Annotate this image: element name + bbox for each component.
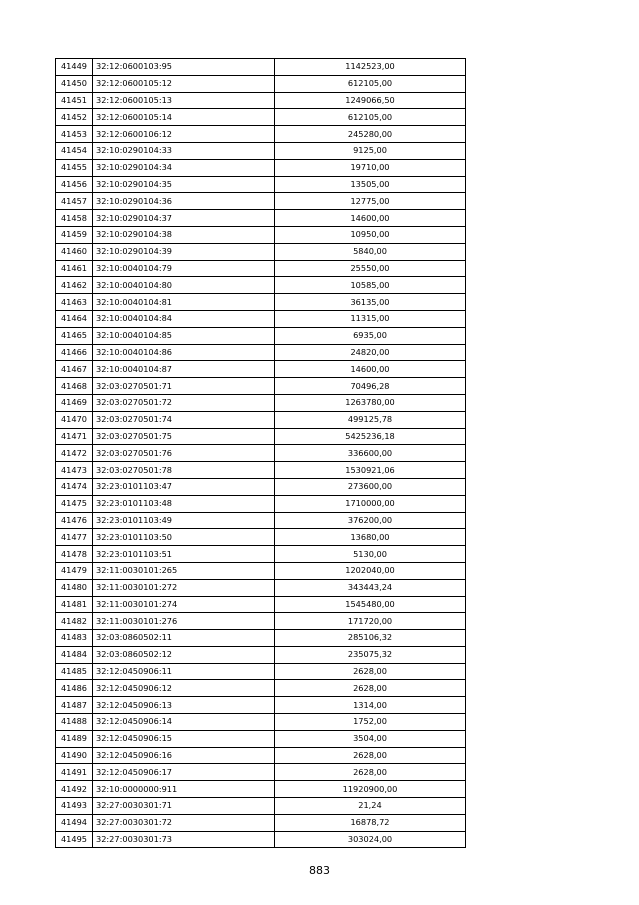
value-cell: 2628,00 [275, 663, 466, 680]
row-number-cell: 41449 [56, 59, 93, 76]
table-row [56, 310, 466, 327]
row-number-cell: 41464 [56, 310, 93, 327]
cadastral-number-cell: 32:11:0030101:265 [93, 562, 275, 579]
table-row [56, 714, 466, 731]
table-row [56, 562, 466, 579]
table-row [56, 546, 466, 563]
cadastral-number-cell: 32:03:0270501:78 [93, 462, 275, 479]
row-number-cell: 41478 [56, 546, 93, 563]
table-row [56, 730, 466, 747]
table-row [56, 596, 466, 613]
cadastral-number-cell: 32:12:0600105:12 [93, 75, 275, 92]
value-cell: 11315,00 [275, 310, 466, 327]
row-number-cell: 41453 [56, 126, 93, 143]
value-cell: 13680,00 [275, 529, 466, 546]
value-cell: 376200,00 [275, 512, 466, 529]
row-number-cell: 41484 [56, 646, 93, 663]
row-number-cell: 41469 [56, 394, 93, 411]
row-number-cell: 41488 [56, 714, 93, 731]
value-cell: 1314,00 [275, 697, 466, 714]
cadastral-number-cell: 32:12:0450906:11 [93, 663, 275, 680]
value-cell: 171720,00 [275, 613, 466, 630]
row-number-cell: 41481 [56, 596, 93, 613]
cadastral-number-cell: 32:27:0030301:71 [93, 798, 275, 815]
cadastral-number-cell: 32:12:0600105:14 [93, 109, 275, 126]
table-row [56, 798, 466, 815]
value-cell: 303024,00 [275, 831, 466, 848]
value-cell: 343443,24 [275, 579, 466, 596]
cadastral-number-cell: 32:27:0030301:73 [93, 831, 275, 848]
row-number-cell: 41480 [56, 579, 93, 596]
table-row [56, 747, 466, 764]
table-row [56, 361, 466, 378]
cadastral-number-cell: 32:03:0860502:11 [93, 630, 275, 647]
cadastral-number-cell: 32:10:0290104:35 [93, 176, 275, 193]
value-cell: 235075,32 [275, 646, 466, 663]
value-cell: 499125,78 [275, 411, 466, 428]
row-number-cell: 41490 [56, 747, 93, 764]
row-number-cell: 41476 [56, 512, 93, 529]
table-row [56, 663, 466, 680]
value-cell: 6935,00 [275, 327, 466, 344]
page-number: 883 [309, 864, 330, 877]
cadastral-number-cell: 32:11:0030101:272 [93, 579, 275, 596]
cadastral-number-cell: 32:10:0040104:87 [93, 361, 275, 378]
cadastral-number-cell: 32:10:0000000:911 [93, 781, 275, 798]
row-number-cell: 41460 [56, 243, 93, 260]
value-cell: 3504,00 [275, 730, 466, 747]
data-table [55, 58, 466, 848]
table-row [56, 226, 466, 243]
table-row [56, 495, 466, 512]
row-number-cell: 41482 [56, 613, 93, 630]
row-number-cell: 41451 [56, 92, 93, 109]
cadastral-number-cell: 32:10:0290104:38 [93, 226, 275, 243]
table-row [56, 109, 466, 126]
value-cell: 12775,00 [275, 193, 466, 210]
table-row [56, 92, 466, 109]
value-cell: 1545480,00 [275, 596, 466, 613]
value-cell: 25550,00 [275, 260, 466, 277]
row-number-cell: 41473 [56, 462, 93, 479]
row-number-cell: 41459 [56, 226, 93, 243]
cadastral-number-cell: 32:10:0290104:34 [93, 159, 275, 176]
value-cell: 2628,00 [275, 680, 466, 697]
value-cell: 2628,00 [275, 747, 466, 764]
value-cell: 5840,00 [275, 243, 466, 260]
table-body [56, 59, 466, 848]
cadastral-number-cell: 32:10:0290104:36 [93, 193, 275, 210]
cadastral-number-cell: 32:03:0270501:76 [93, 445, 275, 462]
cadastral-number-cell: 32:12:0600103:95 [93, 59, 275, 76]
table-row [56, 344, 466, 361]
table-row [56, 210, 466, 227]
value-cell: 336600,00 [275, 445, 466, 462]
row-number-cell: 41461 [56, 260, 93, 277]
row-number-cell: 41491 [56, 764, 93, 781]
table-row [56, 630, 466, 647]
table-row [56, 831, 466, 848]
row-number-cell: 41466 [56, 344, 93, 361]
table-row [56, 260, 466, 277]
cadastral-number-cell: 32:12:0600105:13 [93, 92, 275, 109]
value-cell: 612105,00 [275, 75, 466, 92]
value-cell: 11920900,00 [275, 781, 466, 798]
row-number-cell: 41457 [56, 193, 93, 210]
table-row [56, 126, 466, 143]
value-cell: 1752,00 [275, 714, 466, 731]
cadastral-number-cell: 32:03:0270501:71 [93, 378, 275, 395]
value-cell: 24820,00 [275, 344, 466, 361]
cadastral-number-cell: 32:12:0450906:12 [93, 680, 275, 697]
table-row [56, 159, 466, 176]
value-cell: 13505,00 [275, 176, 466, 193]
table-row [56, 327, 466, 344]
row-number-cell: 41483 [56, 630, 93, 647]
row-number-cell: 41477 [56, 529, 93, 546]
row-number-cell: 41493 [56, 798, 93, 815]
row-number-cell: 41454 [56, 142, 93, 159]
cadastral-number-cell: 32:03:0270501:74 [93, 411, 275, 428]
table-row [56, 764, 466, 781]
table-row [56, 579, 466, 596]
table-row [56, 428, 466, 445]
row-number-cell: 41458 [56, 210, 93, 227]
table-row [56, 478, 466, 495]
value-cell: 19710,00 [275, 159, 466, 176]
row-number-cell: 41487 [56, 697, 93, 714]
cadastral-number-cell: 32:11:0030101:276 [93, 613, 275, 630]
value-cell: 1530921,06 [275, 462, 466, 479]
cadastral-number-cell: 32:03:0860502:12 [93, 646, 275, 663]
table-row [56, 75, 466, 92]
cadastral-number-cell: 32:23:0101103:48 [93, 495, 275, 512]
value-cell: 273600,00 [275, 478, 466, 495]
table-row [56, 59, 466, 76]
value-cell: 5425236,18 [275, 428, 466, 445]
cadastral-number-cell: 32:10:0040104:79 [93, 260, 275, 277]
row-number-cell: 41489 [56, 730, 93, 747]
value-cell: 16878,72 [275, 814, 466, 831]
value-cell: 36135,00 [275, 294, 466, 311]
value-cell: 1202040,00 [275, 562, 466, 579]
table-row [56, 378, 466, 395]
value-cell: 1142523,00 [275, 59, 466, 76]
table-row [56, 193, 466, 210]
cadastral-number-cell: 32:10:0040104:86 [93, 344, 275, 361]
table-row [56, 176, 466, 193]
cadastral-number-cell: 32:10:0290104:33 [93, 142, 275, 159]
value-cell: 1263780,00 [275, 394, 466, 411]
value-cell: 1249066,50 [275, 92, 466, 109]
row-number-cell: 41462 [56, 277, 93, 294]
row-number-cell: 41472 [56, 445, 93, 462]
row-number-cell: 41456 [56, 176, 93, 193]
value-cell: 612105,00 [275, 109, 466, 126]
value-cell: 14600,00 [275, 210, 466, 227]
cadastral-number-cell: 32:12:0450906:16 [93, 747, 275, 764]
table-row [56, 512, 466, 529]
table-row [56, 697, 466, 714]
row-number-cell: 41475 [56, 495, 93, 512]
value-cell: 21,24 [275, 798, 466, 815]
table-row [56, 445, 466, 462]
table-row [56, 781, 466, 798]
table-row [56, 243, 466, 260]
cadastral-number-cell: 32:10:0040104:85 [93, 327, 275, 344]
cadastral-number-cell: 32:10:0040104:80 [93, 277, 275, 294]
row-number-cell: 41485 [56, 663, 93, 680]
table-row [56, 142, 466, 159]
row-number-cell: 41471 [56, 428, 93, 445]
row-number-cell: 41465 [56, 327, 93, 344]
table-row [56, 411, 466, 428]
table-row [56, 646, 466, 663]
table-row [56, 462, 466, 479]
table-row [56, 294, 466, 311]
cadastral-number-cell: 32:23:0101103:47 [93, 478, 275, 495]
table-row [56, 277, 466, 294]
cadastral-number-cell: 32:03:0270501:75 [93, 428, 275, 445]
table-row [56, 680, 466, 697]
row-number-cell: 41495 [56, 831, 93, 848]
value-cell: 245280,00 [275, 126, 466, 143]
cadastral-number-cell: 32:12:0450906:13 [93, 697, 275, 714]
value-cell: 2628,00 [275, 764, 466, 781]
cadastral-number-cell: 32:27:0030301:72 [93, 814, 275, 831]
value-cell: 10585,00 [275, 277, 466, 294]
table-row [56, 529, 466, 546]
row-number-cell: 41486 [56, 680, 93, 697]
data-table-container [55, 58, 466, 848]
cadastral-number-cell: 32:23:0101103:49 [93, 512, 275, 529]
row-number-cell: 41467 [56, 361, 93, 378]
row-number-cell: 41455 [56, 159, 93, 176]
value-cell: 70496,28 [275, 378, 466, 395]
row-number-cell: 41452 [56, 109, 93, 126]
row-number-cell: 41468 [56, 378, 93, 395]
cadastral-number-cell: 32:10:0290104:39 [93, 243, 275, 260]
cadastral-number-cell: 32:10:0290104:37 [93, 210, 275, 227]
row-number-cell: 41463 [56, 294, 93, 311]
value-cell: 10950,00 [275, 226, 466, 243]
row-number-cell: 41479 [56, 562, 93, 579]
value-cell: 9125,00 [275, 142, 466, 159]
table-row [56, 814, 466, 831]
row-number-cell: 41494 [56, 814, 93, 831]
value-cell: 14600,00 [275, 361, 466, 378]
row-number-cell: 41450 [56, 75, 93, 92]
cadastral-number-cell: 32:23:0101103:50 [93, 529, 275, 546]
cadastral-number-cell: 32:10:0040104:84 [93, 310, 275, 327]
cadastral-number-cell: 32:03:0270501:72 [93, 394, 275, 411]
cadastral-number-cell: 32:12:0450906:17 [93, 764, 275, 781]
row-number-cell: 41470 [56, 411, 93, 428]
cadastral-number-cell: 32:12:0450906:15 [93, 730, 275, 747]
row-number-cell: 41474 [56, 478, 93, 495]
cadastral-number-cell: 32:12:0600106:12 [93, 126, 275, 143]
row-number-cell: 41492 [56, 781, 93, 798]
value-cell: 5130,00 [275, 546, 466, 563]
cadastral-number-cell: 32:10:0040104:81 [93, 294, 275, 311]
table-row [56, 394, 466, 411]
value-cell: 285106,32 [275, 630, 466, 647]
value-cell: 1710000,00 [275, 495, 466, 512]
cadastral-number-cell: 32:12:0450906:14 [93, 714, 275, 731]
table-row [56, 613, 466, 630]
cadastral-number-cell: 32:11:0030101:274 [93, 596, 275, 613]
cadastral-number-cell: 32:23:0101103:51 [93, 546, 275, 563]
